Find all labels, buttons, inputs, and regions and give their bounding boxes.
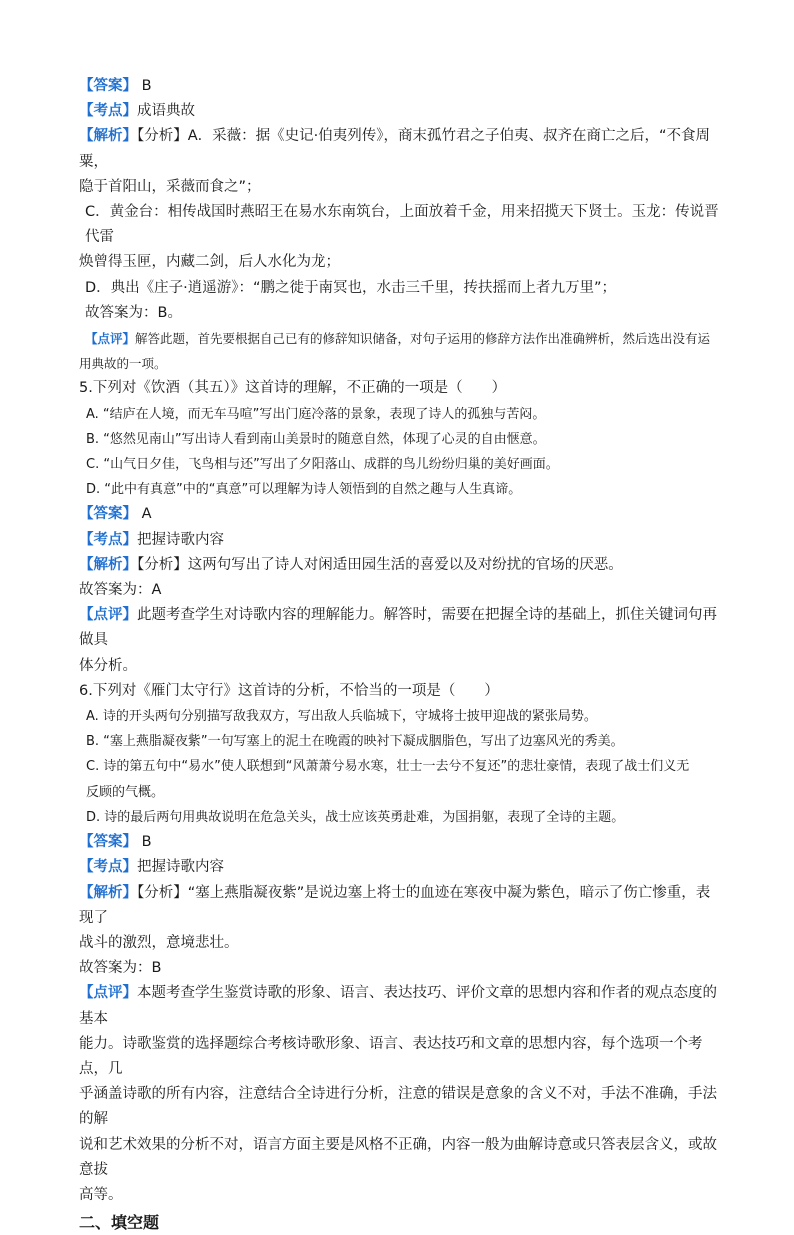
q4-topic-line xyxy=(79,99,719,124)
q5-answer-line xyxy=(79,502,719,527)
q6-comment-cont-2: 乎涵盖诗歌的所有内容，注意结合全诗进行分析，注意的错误是意象的含义不对，手法不准确，手法的解 xyxy=(79,1086,717,1128)
q5-question: 5.下列对《饮酒（其五）》这首诗的理解，不正确的一项是（ ） xyxy=(79,380,507,397)
comment-label: 【点评】 xyxy=(79,607,137,624)
topic-label: 【考点】 xyxy=(79,859,137,876)
comment-label: 【点评】 xyxy=(79,985,137,1002)
analysis-label: 【解析】 xyxy=(79,128,137,145)
section-heading: 二、填空题 xyxy=(79,1213,160,1233)
q5-option-b: B. “悠然见南山”写出诗人看到南山美景时的随意自然，体现了心灵的自由惬意。 xyxy=(86,431,546,447)
q5-analysis-line xyxy=(79,553,719,578)
q6-comment-line xyxy=(79,981,719,1031)
q5-option-c: C. “山气日夕佳，飞鸟相与还”写出了夕阳落山、成群的鸟儿纷纷归巢的美好画面。 xyxy=(86,457,559,473)
q6-option-c-cont: 反顾的气概。 xyxy=(86,784,165,800)
answer-label: 【答案】 xyxy=(79,834,137,851)
q4-comment-text: 解答此题，首先要根据自己已有的修辞知识储备，对句子运用的修辞方法作出准确辨析，然后选出没有运 xyxy=(135,331,711,347)
q4-topic: 成语典故 xyxy=(137,103,195,120)
q6-answer: B xyxy=(141,834,152,851)
q4-analysis-c: C．黄金台：相传战国时燕昭王在易水东南筑台，上面放着千金，用来招揽天下贤士。玉龙：传说晋代雷 xyxy=(85,204,719,246)
q6-topic: 把握诗歌内容 xyxy=(137,859,224,876)
q6-option-a: A. 诗的开头两句分别描写敌我双方，写出敌人兵临城下，守城将士披甲迎战的紧张局势。 xyxy=(86,709,597,725)
q5-analysis-text: 这两句写出了诗人对闲适田园生活的喜爱以及对纷扰的官场的厌恶。 xyxy=(187,556,623,573)
q6-option-b: B. “塞上燕脂凝夜紫”一句写塞上的泥土在晚霞的映衬下凝成胭脂色，写出了边塞风光的秀美。 xyxy=(86,734,624,750)
q5-option-d: D. “此中有真意”中的“真意”可以理解为诗人领悟到的自然之趣与人生真谛。 xyxy=(86,482,522,498)
q4-analysis-d: D．典出《庄子·逍遥游》：“鹏之徙于南冥也，水击三千里，抟扶摇而上者九万里”； xyxy=(85,279,617,296)
q6-analysis-line xyxy=(79,881,719,931)
q4-answer: B xyxy=(141,78,152,94)
topic-label: 【考点】 xyxy=(79,531,137,548)
comment-label: 【点评】 xyxy=(85,331,136,347)
fenxi-label: 【分析】 xyxy=(137,556,188,573)
q6-conclusion: 故答案为：B xyxy=(79,960,162,977)
q4-analysis-cont: 隐于首阳山，采薇而食之”； xyxy=(79,178,261,195)
q5-comment-line xyxy=(79,603,719,653)
q4-comment-cont: 用典故的一项。 xyxy=(79,356,167,372)
analysis-label: 【解析】 xyxy=(79,556,137,573)
q4-answer-line xyxy=(79,74,719,99)
q6-option-d: D. 诗的最后两句用典故说明在危急关头，战士应该英勇赴难，为国捐躯，表现了全诗的主题。 xyxy=(86,809,625,825)
q6-comment-cont-3: 说和艺术效果的分析不对，语言方面主要是风格不正确，内容一般为曲解诗意或只答表层含义，或故意拔 xyxy=(79,1136,717,1178)
q4-comment-line xyxy=(79,326,719,351)
topic-label: 【考点】 xyxy=(79,103,137,120)
document-content xyxy=(79,74,719,1235)
q6-answer-line xyxy=(79,830,719,855)
q6-option-c: C. 诗的第五句中“易水”使人联想到“风萧萧兮易水寒，壮士一去兮不复还”的悲壮豪情，表现了战士们义无 xyxy=(86,759,690,775)
q5-option-a: A. “结庐在人境，而无车马喧”写出门庭冷落的景象，表现了诗人的孤独与苦闷。 xyxy=(86,406,546,422)
q4-analysis-c-cont: 焕曾得玉匣，内藏二剑，后人水化为龙； xyxy=(79,254,340,271)
q4-analysis-line xyxy=(79,124,719,174)
q5-comment-cont: 体分析。 xyxy=(79,657,137,674)
q4-analysis-text: A．采薇：据《史记·伯夷列传》，商末孤竹君之子伯夷、叔齐在商亡之后，“不食周粟， xyxy=(79,128,711,170)
q6-question: 6.下列对《雁门太守行》这首诗的分析，不恰当的一项是（ ） xyxy=(79,682,499,699)
q5-topic: 把握诗歌内容 xyxy=(137,531,224,548)
q5-answer: A xyxy=(141,506,152,523)
answer-label: 【答案】 xyxy=(79,78,137,94)
q6-comment-cont-1: 能力。诗歌鉴赏的选择题综合考核诗歌形象、语言、表达技巧和文章的思想内容，每个选项一个考点，几 xyxy=(79,1035,703,1077)
q6-analysis-cont: 战斗的激烈，意境悲壮。 xyxy=(79,934,239,951)
fenxi-label: 【分析】 xyxy=(137,128,188,145)
q6-topic-line xyxy=(79,855,719,880)
q4-conclusion: 故答案为：B。 xyxy=(85,304,182,321)
q6-comment-cont-4: 高等。 xyxy=(79,1186,123,1203)
q5-conclusion: 故答案为：A xyxy=(79,582,162,599)
q6-analysis-text: “塞上燕脂凝夜紫”是说边塞上将士的血迹在寒夜中凝为紫色，暗示了伤亡惨重，表现了 xyxy=(79,884,711,926)
q6-comment-text: 本题考查学生鉴赏诗歌的形象、语言、表达技巧、评价文章的思想内容和作者的观点态度的基本 xyxy=(79,985,717,1027)
q5-topic-line xyxy=(79,528,719,553)
fenxi-label: 【分析】 xyxy=(137,884,188,901)
answer-label: 【答案】 xyxy=(79,506,137,523)
analysis-label: 【解析】 xyxy=(79,884,137,901)
q5-comment-text: 此题考查学生对诗歌内容的理解能力。解答时，需要在把握全诗的基础上，抓住关键词句再做具 xyxy=(79,607,717,649)
